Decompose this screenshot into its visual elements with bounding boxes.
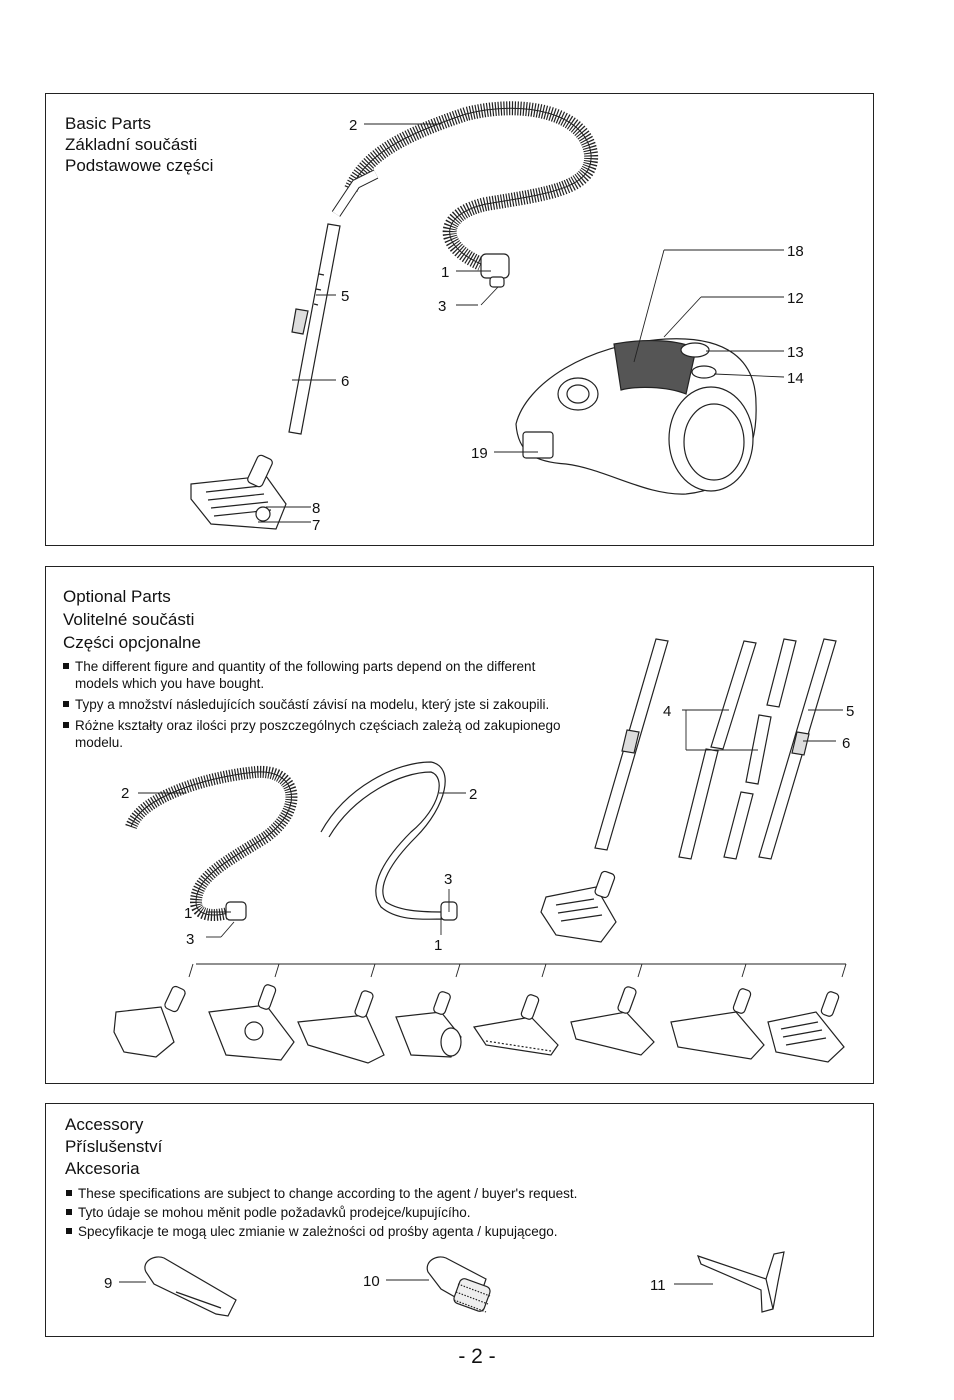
- callout-6: 6: [341, 373, 350, 390]
- optional-parts-illustration: [46, 567, 875, 1085]
- page-number: - 2 -: [458, 1345, 496, 1368]
- callout-19: 19: [471, 445, 488, 462]
- basic-parts-panel: [45, 93, 874, 546]
- accessory-callout-11: 11: [650, 1277, 666, 1294]
- callout-8: 8: [312, 500, 321, 517]
- callout-2: 2: [349, 117, 358, 134]
- optional-callout-5: 5: [846, 703, 855, 720]
- basic-parts-illustration: [46, 94, 875, 547]
- parquet-brush-illustration: [298, 990, 384, 1063]
- accessory-note: Tyto údaje se mohou měnit podle požadavků prodejce/kupujícího.: [66, 1204, 766, 1221]
- optional-callout-2b: 2: [469, 786, 478, 803]
- callout-13: 13: [787, 344, 804, 361]
- upholstery-tool-illustration: [698, 1252, 784, 1312]
- accessory-illustration: [46, 1104, 875, 1338]
- optional-title-en: Optional Parts: [63, 587, 171, 606]
- hose-illustration: [336, 108, 591, 287]
- accessory-panel: [45, 1103, 874, 1337]
- accessory-title-cs: Příslušenství: [65, 1137, 163, 1156]
- optional-title-cs: Volitelné součásti: [63, 610, 195, 629]
- callout-5: 5: [341, 288, 350, 305]
- optional-parts-panel: [45, 566, 874, 1084]
- optional-note: Różne kształty oraz ilości przy poszczególnych częściach zależą od zakupionego modelu.: [63, 717, 563, 751]
- nozzle-row-illustration: [114, 984, 844, 1063]
- callout-3: 3: [438, 298, 447, 315]
- optional-callout-3a: 3: [186, 931, 195, 948]
- optional-note: The different figure and quantity of the following parts depend on the different models which you have bought.: [63, 658, 563, 692]
- pet-brush-illustration: [209, 984, 294, 1060]
- optional-callout-1a: 1: [184, 905, 193, 922]
- optional-note: Typy a množství následujících součástí závisí na modelu, který jste si zakoupili.: [63, 696, 563, 713]
- optional-callout-2a: 2: [121, 785, 130, 802]
- optional-hose-a-illustration: [131, 772, 291, 920]
- accessory-callout-9: 9: [104, 1275, 113, 1292]
- callout-1: 1: [441, 264, 450, 281]
- basic-title-pl: Podstawowe części: [65, 156, 214, 175]
- optional-callout-6: 6: [842, 735, 851, 752]
- turbo-floor-nozzle-illustration: [768, 991, 844, 1062]
- telescopic-pipe-illustration: [289, 224, 340, 434]
- accessory-callout-10: 10: [363, 1273, 380, 1290]
- floor-nozzle-illustration: [191, 454, 286, 529]
- vacuum-body-illustration: [516, 339, 756, 494]
- optional-callout-3b: 3: [444, 871, 453, 888]
- optional-floor-nozzle-illustration: [541, 870, 616, 942]
- callout-12: 12: [787, 290, 804, 307]
- roller-brush-illustration: [396, 991, 461, 1057]
- combination-nozzle-illustration: [571, 986, 654, 1055]
- hard-floor-brush-illustration: [474, 994, 558, 1055]
- callout-7: 7: [312, 517, 321, 534]
- optional-hose-b-illustration: [321, 762, 457, 920]
- optional-callout-4: 4: [663, 703, 672, 720]
- basic-title-cs: Základní součásti: [65, 135, 198, 154]
- accessory-note: Specyfikacje te mogą ulec zmianie w zależności od prośby agenta / kupującego.: [66, 1223, 766, 1240]
- wide-floor-nozzle-illustration: [671, 988, 764, 1059]
- basic-title-en: Basic Parts: [65, 114, 151, 133]
- nozzle-options-bracket: [189, 964, 846, 977]
- accessory-title-en: Accessory: [65, 1115, 144, 1134]
- crevice-tool-illustration: [145, 1257, 236, 1316]
- accessory-note: These specifications are subject to change according to the agent / buyer's request.: [66, 1185, 766, 1202]
- turbo-brush-illustration: [114, 985, 186, 1057]
- optional-callout-1b: 1: [434, 937, 443, 954]
- callout-14: 14: [787, 370, 804, 387]
- optional-pipes-illustration: [595, 639, 836, 859]
- accessory-title-pl: Akcesoria: [65, 1159, 140, 1178]
- callout-18: 18: [787, 243, 804, 260]
- dusting-brush-illustration: [427, 1257, 491, 1313]
- optional-title-pl: Części opcjonalne: [63, 633, 201, 652]
